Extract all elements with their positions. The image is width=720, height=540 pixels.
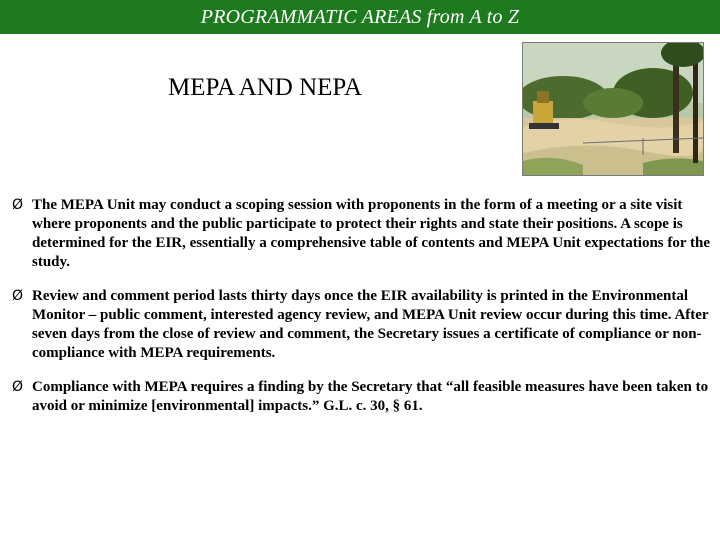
bullet-list	[12, 196, 714, 431]
construction-site-image	[523, 43, 703, 175]
arrow-bullet-icon: Ø	[12, 379, 24, 395]
bullet-text: Review and comment period lasts thirty days once the EIR availability is printed in the Environmental Monitor – public comment, interested agency review, and MEPA Unit review occur during this time. After seven days from the close of review and comment, the Secretary issues a certificate of compliance or non-compliance with MEPA requirements.	[32, 288, 709, 361]
list-item	[12, 287, 714, 363]
bullet-text: The MEPA Unit may conduct a scoping session with proponents in the form of a meeting or a site visit where proponents and the public participate to protect their rights and state their positions. A scope is determined for the EIR, essentially a comprehensive table of contents and MEPA Unit expectations for the study.	[32, 197, 710, 270]
arrow-bullet-icon: Ø	[12, 288, 24, 304]
list-item	[12, 378, 714, 416]
page-title: PROGRAMMATIC AREAS from A to Z	[200, 5, 520, 28]
bullet-text: Compliance with MEPA requires a finding by the Secretary that “all feasible measures have been taken to avoid or minimize [environmental] impacts.” G.L. c. 30, § 61.	[32, 379, 709, 414]
list-item	[12, 196, 714, 272]
slide-subtitle: MEPA AND NEPA	[168, 74, 363, 101]
title-banner	[0, 0, 720, 34]
site-photo	[522, 42, 704, 176]
arrow-bullet-icon: Ø	[12, 197, 24, 213]
